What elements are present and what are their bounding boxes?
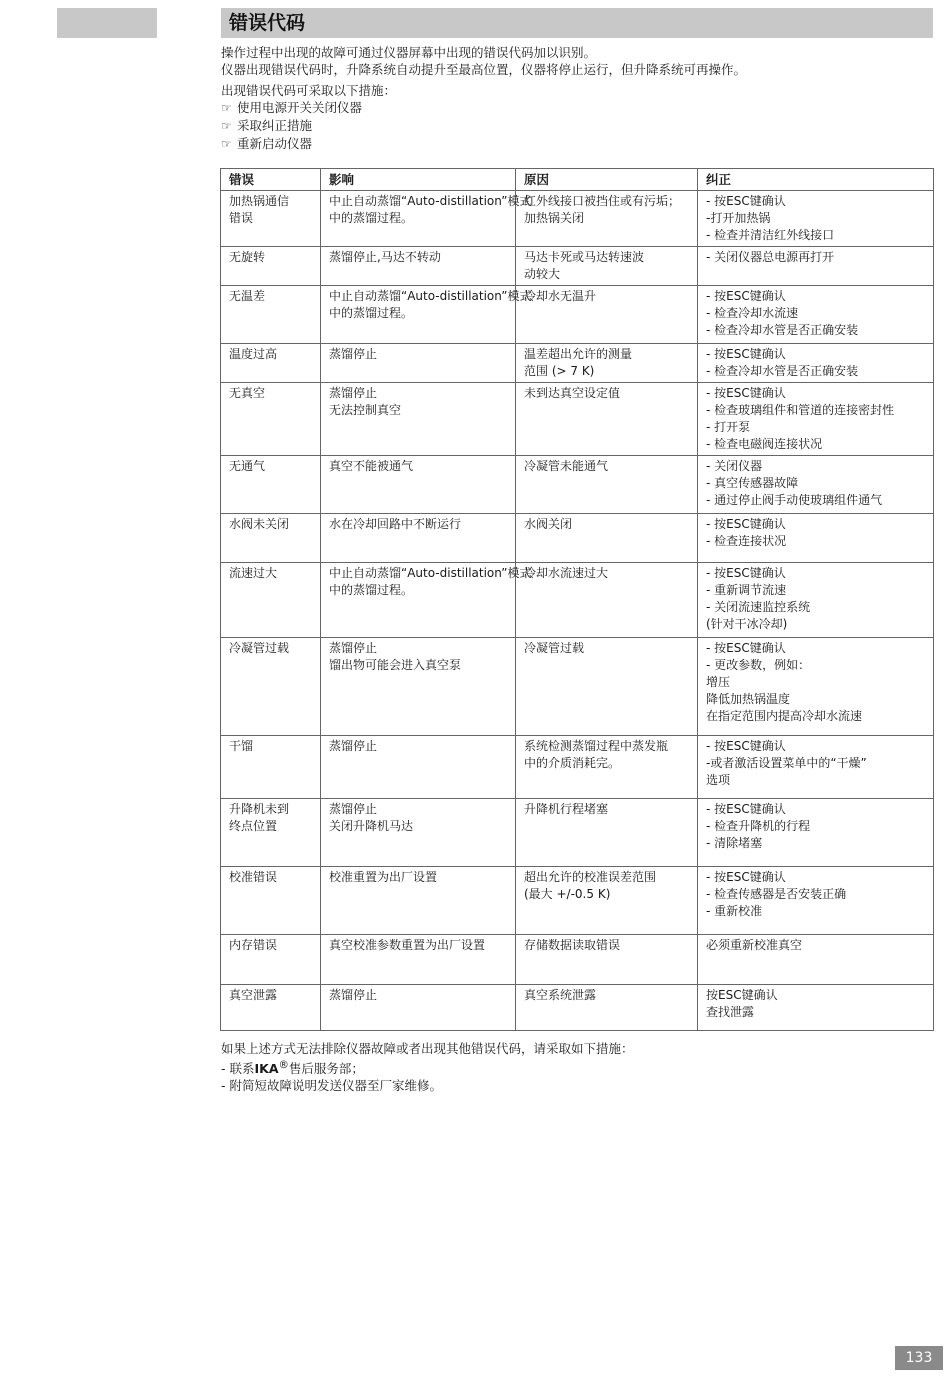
table-row [221,985,934,1031]
measures-title: 出现错误代码可采取以下措施： [221,83,397,98]
cell-fix: - 按ESC键确认 -打开加热锅 - 检查并清洁红外线接口 [698,191,934,247]
cell-effect: 中止自动蒸馏“Auto-distillation”模式 中的蒸馏过程。 [321,286,516,344]
cell-cause: 马达卡死或马达转速波 动较大 [516,247,698,286]
cell-fix: - 按ESC键确认 - 检查冷却水管是否正确安装 [698,344,934,383]
cell-fix: - 按ESC键确认 -或者激活设置菜单中的“干燥” 选项 [698,736,934,799]
cell-effect: 水在冷却回路中不断运行 [321,514,516,563]
pointing-hand-icon: ☞ [221,119,232,133]
cell-fix: - 按ESC键确认 - 检查连接状况 [698,514,934,563]
cell-effect: 校准重置为出厂设置 [321,867,516,935]
table-header-row [221,169,934,191]
cell-cause: 水阀关闭 [516,514,698,563]
intro-paragraph-1: 操作过程中出现的故障可通过仪器屏幕中出现的错误代码加以识别。 [221,45,597,60]
table-row [221,867,934,935]
cell-effect: 蒸馏停止 [321,736,516,799]
column-header-error: 错误 [221,169,321,191]
table-row [221,514,934,563]
intro-paragraph-2: 仪器出现错误代码时，升降系统自动提升至最高位置，仪器将停止运行，但升降系统可再操作。 [221,62,747,77]
closing-line-2: - 联系IKA®售后服务部； [221,1059,364,1077]
cell-cause: 升降机行程堵塞 [516,799,698,867]
cell-fix: - 按ESC键确认 - 检查升降机的行程 - 清除堵塞 [698,799,934,867]
closing-text [221,1040,933,1094]
cell-fix: - 按ESC键确认 - 检查传感器是否安装正确 - 重新校准 [698,867,934,935]
cell-effect: 蒸馏停止 无法控制真空 [321,383,516,456]
cell-error: 无旋转 [221,247,321,286]
cell-error: 无真空 [221,383,321,456]
table-row [221,344,934,383]
pointing-hand-icon: ☞ [221,137,232,151]
column-header-cause: 原因 [516,169,698,191]
cell-cause: 冷凝管未能通气 [516,456,698,514]
cell-error: 无温差 [221,286,321,344]
section-title: 错误代码 [221,8,933,38]
cell-error: 无通气 [221,456,321,514]
cell-fix: - 按ESC键确认 - 重新调节流速 - 关闭流速监控系统 (针对干冰冷却) [698,563,934,638]
cell-error: 加热锅通信 错误 [221,191,321,247]
cell-effect: 中止自动蒸馏“Auto-distillation”模式 中的蒸馏过程。 [321,563,516,638]
error-code-table [220,168,934,1031]
measure-item: ☞ 采取纠正措施 [221,118,313,133]
table-row [221,383,934,456]
cell-fix: 按ESC键确认 查找泄露 [698,985,934,1031]
table-row [221,456,934,514]
cell-cause: 冷却水无温升 [516,286,698,344]
cell-cause: 存储数据读取错误 [516,935,698,985]
cell-fix: - 按ESC键确认 - 检查冷却水流速 - 检查冷却水管是否正确安装 [698,286,934,344]
table-row [221,799,934,867]
side-tab-marker [57,8,157,38]
table-row [221,638,934,736]
cell-effect: 蒸馏停止 馏出物可能会进入真空泵 [321,638,516,736]
cell-fix: - 关闭仪器 - 真空传感器故障 - 通过停止阀手动使玻璃组件通气 [698,456,934,514]
pointing-hand-icon: ☞ [221,101,232,115]
cell-effect: 蒸馏停止 [321,344,516,383]
cell-fix: - 关闭仪器总电源再打开 [698,247,934,286]
cell-effect: 中止自动蒸馏“Auto-distillation”模式 中的蒸馏过程。 [321,191,516,247]
cell-error: 校准错误 [221,867,321,935]
table-row [221,935,934,985]
cell-effect: 蒸馏停止 关闭升降机马达 [321,799,516,867]
cell-error: 升降机未到 终点位置 [221,799,321,867]
table-row [221,247,934,286]
cell-error: 水阀未关闭 [221,514,321,563]
column-header-effect: 影响 [321,169,516,191]
ika-brand: IKA [254,1061,279,1077]
cell-fix: - 按ESC键确认 - 更改参数，例如： 增压 降低加热锅温度 在指定范围内提高冷却水流速 [698,638,934,736]
cell-cause: 系统检测蒸馏过程中蒸发瓶 中的介质消耗完。 [516,736,698,799]
cell-cause: 超出允许的校准误差范围 (最大 +/-0.5 K) [516,867,698,935]
cell-effect: 真空校准参数重置为出厂设置 [321,935,516,985]
cell-effect: 蒸馏停止,马达不转动 [321,247,516,286]
column-header-fix: 纠正 [698,169,934,191]
measure-item: ☞ 使用电源开关关闭仪器 [221,100,363,115]
table-body [221,191,934,1031]
table-row [221,286,934,344]
cell-effect: 蒸馏停止 [321,985,516,1031]
cell-error: 真空泄露 [221,985,321,1031]
cell-error: 流速过大 [221,563,321,638]
cell-cause: 冷凝管过载 [516,638,698,736]
table-row [221,563,934,638]
cell-fix: - 按ESC键确认 - 检查玻璃组件和管道的连接密封性 - 打开泵 - 检查电磁阀连接状况 [698,383,934,456]
table-row [221,191,934,247]
measure-item: ☞ 重新启动仪器 [221,136,313,151]
intro-text [221,44,933,153]
cell-cause: 未到达真空设定值 [516,383,698,456]
cell-error: 干馏 [221,736,321,799]
cell-cause: 温差超出允许的测量 范围 (> 7 K) [516,344,698,383]
page-number: 133 [895,1346,943,1370]
cell-cause: 冷却水流速过大 [516,563,698,638]
cell-cause: 真空系统泄露 [516,985,698,1031]
cell-error: 内存错误 [221,935,321,985]
cell-fix: 必须重新校准真空 [698,935,934,985]
cell-error: 温度过高 [221,344,321,383]
table-row [221,736,934,799]
cell-effect: 真空不能被通气 [321,456,516,514]
cell-error: 冷凝管过载 [221,638,321,736]
closing-line-1: 如果上述方式无法排除仪器故障或者出现其他错误代码，请采取如下措施： [221,1041,634,1056]
closing-line-3: - 附简短故障说明发送仪器至厂家维修。 [221,1078,442,1094]
cell-cause: 红外线接口被挡住或有污垢； 加热锅关闭 [516,191,698,247]
